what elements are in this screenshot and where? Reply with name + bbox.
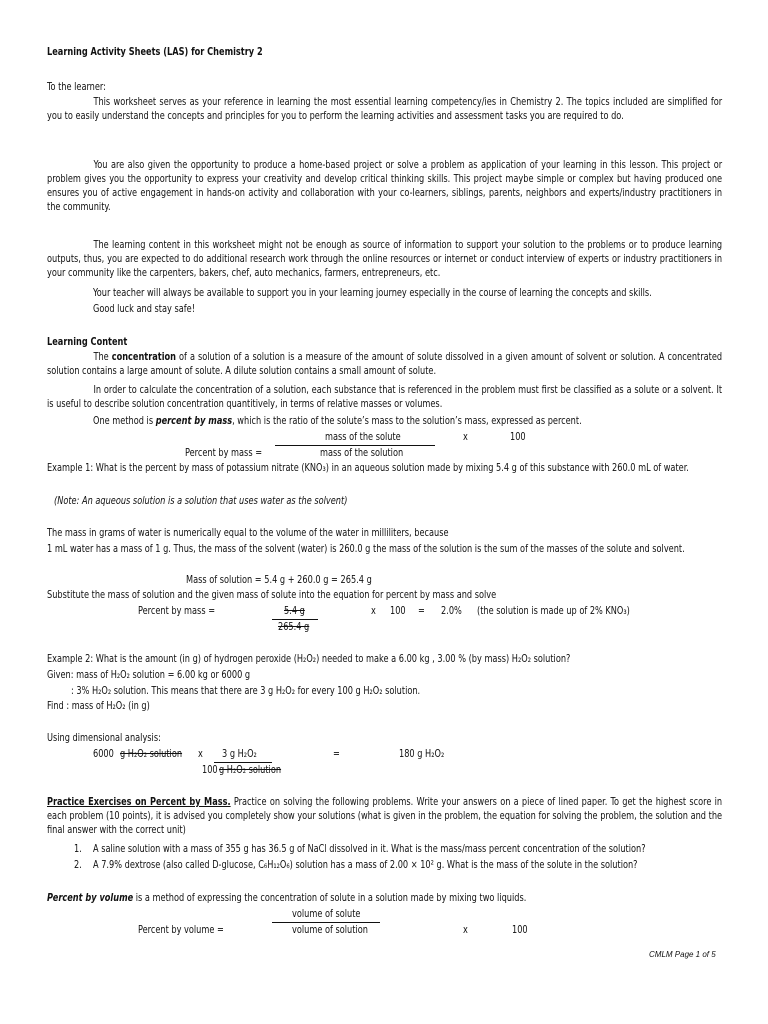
example-1-note: (Note: An aqueous solution is a solution that uses water as the solvent) (54, 495, 348, 507)
document-title: Learning Activity Sheets (LAS) for Chemistry 2 (47, 46, 263, 58)
percent-by-volume-definition: Percent by volume is a method of expressing the concentration of solute in a solution made by mixing two liquids. (47, 892, 527, 904)
example-1-water-note: The mass in grams of water is numerically equal to the volume of the water in milliliters, because (47, 527, 449, 539)
example-1-mass-explanation: 1 mL water has a mass of 1 g. Thus, the mass of the solvent (water) is 260.0 g the mass of the solution is the sum of the masses of the solute and solvent. (47, 543, 685, 555)
example-2-value-100: 100 (202, 764, 218, 776)
intro-paragraph-5: Good luck and stay safe! (93, 303, 196, 315)
example-2-times: x (198, 748, 203, 760)
practice-item-2-number: 2. (74, 859, 82, 871)
volume-formula-denominator: volume of solution (292, 924, 368, 936)
volume-formula-numerator: volume of solute (292, 908, 361, 920)
intro-paragraph-3: The learning content in this worksheet might not be enough as source of information to support your solution to the problems or to produce learning outputs, thus, you are expected to do additional research work through the online resources or internet or conduct interview of experts or industry practitioners in your community like the carpenters, bakers, chef, auto mechanics, farmers, entrepreneurs, etc. (47, 239, 723, 279)
example-2-numerator: 3 g H₂O₂ (222, 748, 257, 760)
percent-by-mass-definition: One method is percent by mass, which is the ratio of the solute’s mass to the solution’s mass, expressed as percent. (93, 415, 582, 427)
concentration-paragraph: The concentration of a solution of a solution is a measure of the amount of solute dissolved in a given amount of solvent or solution. A concentrated solution contains a large amount of solute. A dilute solution contains a small amount of solute. (47, 351, 723, 377)
volume-formula-label: Percent by volume = (138, 924, 224, 936)
example-2-dimensional-analysis: Using dimensional analysis: (47, 732, 161, 744)
volume-formula-times: x (463, 924, 468, 936)
example-2-equals: = (333, 748, 340, 760)
example-2-unit-cancelled-2: g H₂O₂ solution (219, 764, 282, 776)
mass-formula-times: x (463, 431, 468, 443)
example-2-given-ratio: : 3% H₂O₂ solution. This means that there are 3 g H₂O₂ for every 100 g H₂O₂ solution. (71, 685, 421, 697)
example-1-percent-denominator: 265.4 g (278, 621, 310, 633)
example-2-unit-cancelled-1: g H₂O₂ solution (120, 748, 183, 760)
practice-item-2: A 7.9% dextrose (also called D-glucose, C₆H₁₂O₆) solution has a mass of 2.00 × 10² g. What is the mass of the solute in the solution? (93, 859, 638, 871)
mass-formula-label: Percent by mass = (185, 447, 263, 459)
mass-formula-hundred: 100 (510, 431, 526, 443)
example-1-percent-numerator: 5.4 g (284, 605, 305, 617)
intro-paragraph-1: This worksheet serves as your reference in learning the most essential learning competency/ies in Chemistry 2. The topics included are simplified for you to easily understand the concepts and principles for you to perform the learning activities and assessment tasks you are required to do. (47, 96, 723, 122)
intro-paragraph-2: You are also given the opportunity to produce a home-based project or solve a problem as application of your learning in this lesson. This project or problem gives you the opportunity to express your creativity and develop critical thinking skills. This project maybe simple or complex but having produced one ensures you of active engagement in hands-on activity and collaboration with your co-learners, siblings, parents, neighbors and experts/industry practitioners in the community. (47, 159, 723, 213)
learning-content-heading: Learning Content (47, 336, 128, 348)
example-1-percent-label: Percent by mass = (138, 605, 216, 617)
classification-paragraph: In order to calculate the concentration of a solution, each substance that is referenced in the problem must first be classified as a solute or a solvent. It is useful to describe solution concentration quantitively, in terms of relative masses or volumes. (47, 384, 723, 410)
example-1-substitute: Substitute the mass of solution and the given mass of solute into the equation for percent by mass and solve (47, 589, 497, 601)
volume-formula-hundred: 100 (512, 924, 528, 936)
example-1-percent-times: x (371, 605, 376, 617)
example-2-find: Find : mass of H₂O₂ (in g) (47, 700, 150, 712)
intro-paragraph-4: Your teacher will always be available to support you in your learning journey especially in the course of learning the concepts and skills. (93, 287, 652, 299)
example-1-percent-hundred: 100 (390, 605, 406, 617)
example-1-percent-result: 2.0% (441, 605, 462, 617)
practice-item-1-number: 1. (74, 843, 82, 855)
example-1-question: Example 1: What is the percent by mass of potassium nitrate (KNO₃) in an aqueous solution made by mixing 5.4 g of this substance with 260.0 mL of water. (47, 462, 689, 474)
example-1-percent-equals: = (418, 605, 425, 617)
practice-item-1: A saline solution with a mass of 355 g has 36.5 g of NaCl dissolved in it. What is the mass/mass percent concentration of the solution? (93, 843, 646, 855)
example-2-result: 180 g H₂O₂ (399, 748, 445, 760)
page-footer: CMLM Page 1 of 5 (649, 950, 716, 959)
example-2-question: Example 2: What is the amount (in g) of hydrogen peroxide (H₂O₂) needed to make a 6.00 kg , 3.00 % (by mass) H₂O₂ solution? (47, 653, 571, 665)
salutation: To the learner: (47, 81, 106, 93)
mass-formula-numerator: mass of the solute (325, 431, 401, 443)
example-2-value-6000: 6000 (93, 748, 114, 760)
example-1-percent-note: (the solution is made up of 2% KNO₃) (477, 605, 630, 617)
practice-intro: Practice Exercises on Percent by Mass. Practice on solving the following problems. Write your answers on a piece of lined paper. To get the highest score in each problem (10 points), it is advised you completely show your solutions (what is given in the problem, the equation for solving the problem, the solution and the final answer with the correct unit) (47, 796, 723, 836)
mass-formula-denominator: mass of the solution (320, 447, 404, 459)
example-1-mass-of-solution: Mass of solution = 5.4 g + 260.0 g = 265.4 g (186, 574, 372, 586)
example-2-given: Given: mass of H₂O₂ solution = 6.00 kg or 6000 g (47, 669, 251, 681)
